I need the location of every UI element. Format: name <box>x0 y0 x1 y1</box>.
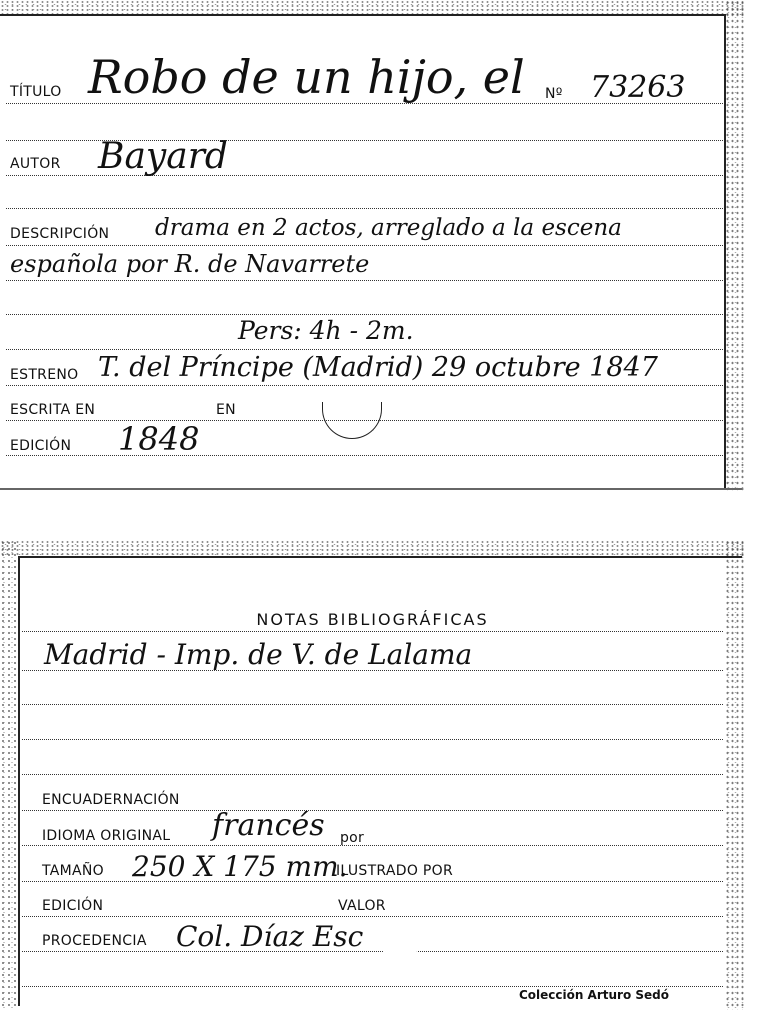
value-notas: Madrid - Imp. de V. de Lalama <box>44 638 473 671</box>
rule-edicion <box>6 455 723 456</box>
label-idioma-original: IDIOMA ORIGINAL <box>42 828 171 844</box>
catalog-card-main <box>0 0 745 492</box>
label-en: EN <box>216 402 236 418</box>
value-descripcion-1: drama en 2 actos, arreglado a la escena <box>155 215 622 241</box>
rule-encuadernacion <box>22 810 723 811</box>
rule-procedencia <box>22 951 723 952</box>
rule-blank-2 <box>22 739 723 740</box>
rule-blank-3 <box>22 774 723 775</box>
erasure-blot <box>380 924 420 960</box>
rule-edicion <box>22 916 723 917</box>
label-tamano: TAMAÑO <box>42 863 104 879</box>
label-ilustrado-por: ILUSTRADO POR <box>336 863 453 879</box>
value-tamano: 250 X 175 mm. <box>132 850 348 883</box>
card-speckled-edge-right <box>725 0 745 492</box>
label-titulo: TÍTULO <box>10 84 62 100</box>
value-procedencia: Col. Díaz Esc <box>176 920 364 953</box>
card-border-top <box>18 556 742 558</box>
collection-footer: Colección Arturo Sedó <box>518 988 669 1002</box>
card-speckled-edge-top <box>0 540 745 556</box>
value-estreno: T. del Príncipe (Madrid) 29 octubre 1847 <box>98 352 658 383</box>
rule-descripcion <box>6 245 723 246</box>
rule-estreno <box>6 385 723 386</box>
value-edicion: 1848 <box>118 420 200 458</box>
stamp-impression <box>322 402 382 439</box>
catalog-card-notes <box>0 540 745 1010</box>
rule-idioma <box>22 845 723 846</box>
label-descripcion: DESCRIPCIÓN <box>10 226 110 242</box>
value-titulo: Robo de un hijo, el <box>88 50 525 104</box>
label-procedencia: PROCEDENCIA <box>42 933 147 949</box>
card-border-bottom <box>0 488 742 490</box>
label-por: por <box>340 830 365 846</box>
value-descripcion-2: española por R. de Navarrete <box>10 250 370 278</box>
rule-descripcion-2 <box>6 280 723 281</box>
card-border-right <box>724 14 726 490</box>
value-pers: Pers: 4h - 2m. <box>238 316 414 345</box>
label-valor: VALOR <box>338 898 386 914</box>
label-numero: Nº <box>545 86 563 102</box>
label-edicion: EDICIÓN <box>10 438 72 454</box>
label-edicion: EDICIÓN <box>42 898 104 914</box>
notes-heading: NOTAS BIBLIOGRÁFICAS <box>256 610 489 629</box>
rule-blank-2 <box>6 208 723 209</box>
label-escrita-en: ESCRITA EN <box>10 402 96 418</box>
rule-pers <box>6 349 723 350</box>
rule-tamano <box>22 881 723 882</box>
rule-blank-1 <box>22 704 723 705</box>
value-numero: 73263 <box>590 70 686 105</box>
card-border-top <box>0 14 726 16</box>
value-autor: Bayard <box>98 136 228 177</box>
rule-blank-3 <box>6 314 723 315</box>
label-autor: AUTOR <box>10 156 61 172</box>
rule-heading <box>22 631 723 632</box>
value-idioma-original: francés <box>212 808 325 843</box>
label-estreno: ESTRENO <box>10 367 79 383</box>
label-encuadernacion: ENCUADERNACIÓN <box>42 792 180 808</box>
rule-bottom <box>22 986 723 987</box>
